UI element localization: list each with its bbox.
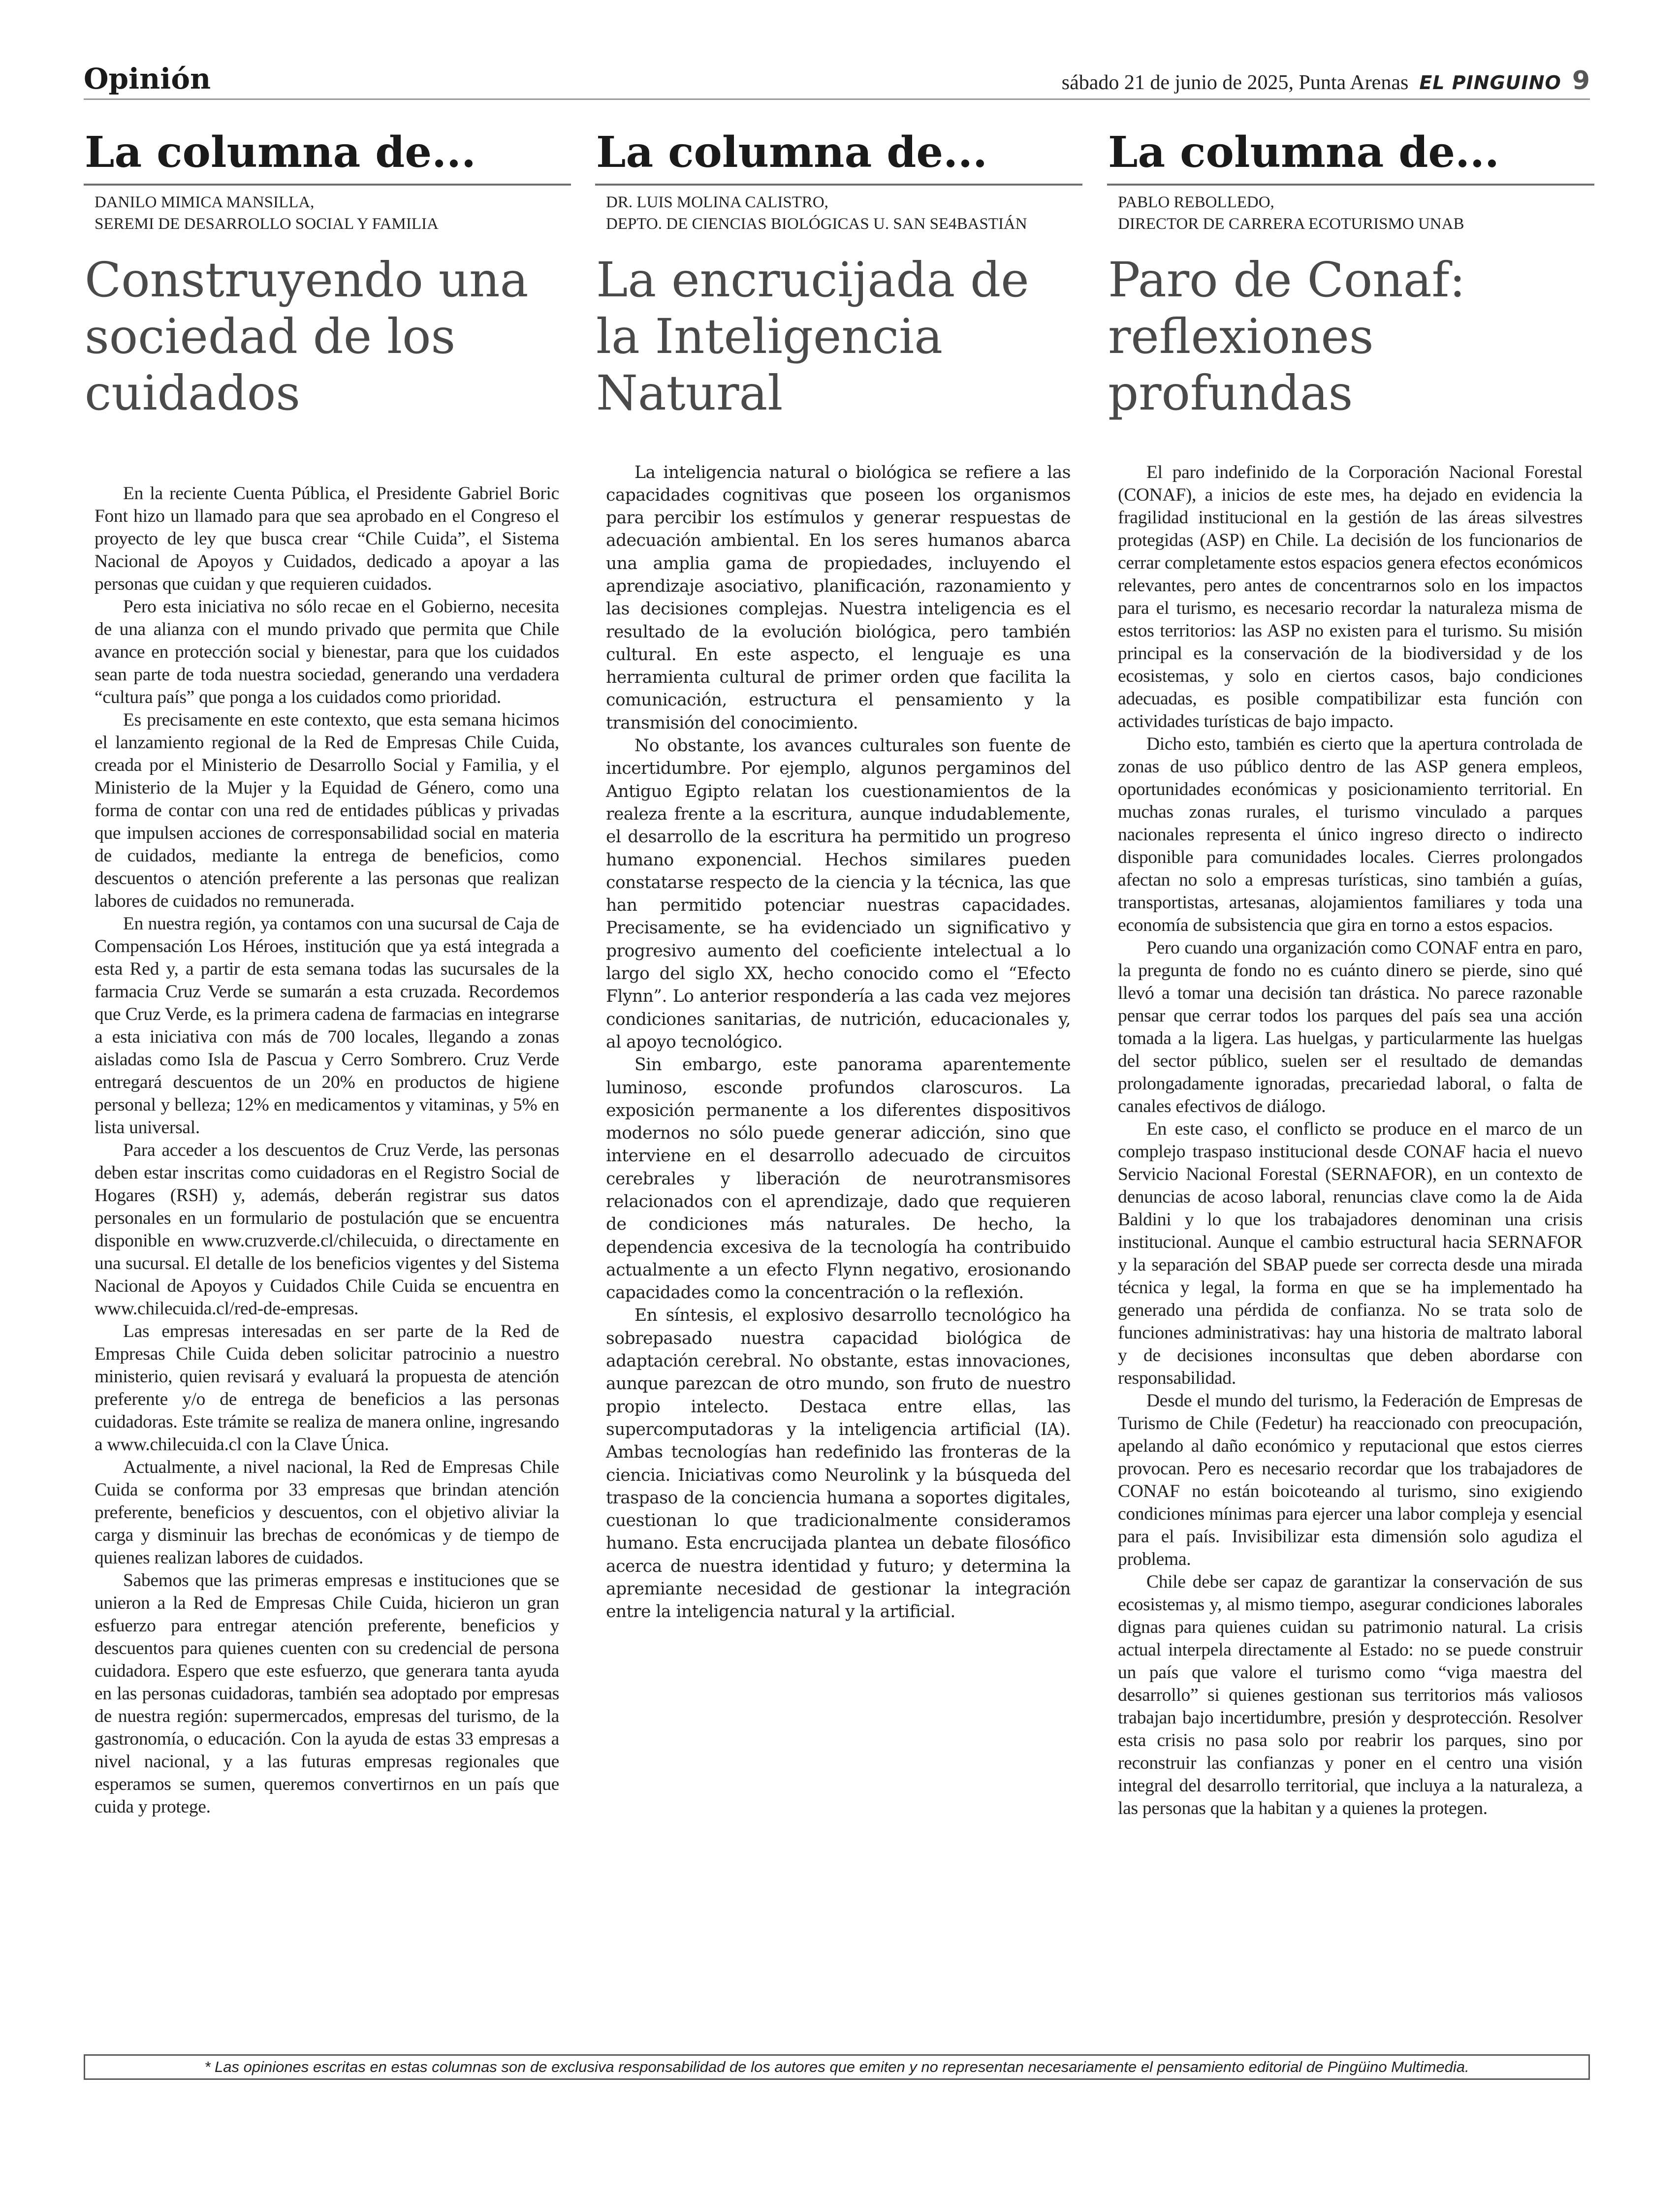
column-headline: Construyendo una sociedad de los cuidados: [85, 252, 529, 421]
paragraph: Es precisamente en este contexto, que esta semana hicimos el lanzamiento regional de la Red de Empresas Chile Cuida, creada por el Ministerio de Desarrollo Social y Familia, y el Ministerio de la Mujer y la Equidad de Género, como una forma de contar con una red de entidades públicas y privadas que impulsen acciones de corresponsabilidad social en materia de cuidados, mediante la entrega de beneficios, como descuentos o atención preferente a las personas que realizan labores de cuidados no remunerada.: [95, 710, 559, 911]
paragraph: En síntesis, el explosivo desarrollo tecnológico ha sobrepasado nuestra capacidad biológica de adaptación cerebral. No obstante, estas innovaciones, aunque parezcan de otro mundo, son fruto de nuestro propio intelecto. Destaca entre ellas, las supercomputadoras y la inteligencia artificial (IA). Ambas tecnologías han redefinido las fronteras de la ciencia. Iniciativas como Neurolink y la búsqueda del traspaso de la conciencia humana a soportes digitales, cuestionan lo que tradicionalmente consideramos humano. Esta encrucijada plantea un debate filosófico acerca de nuestra identidad y futuro; y determina la apremiante necesidad de gestionar la integración entre la inteligencia natural y la artificial.: [606, 1306, 1071, 1622]
author-name: DANILO MIMICA MANSILLA,: [95, 193, 315, 211]
paragraph: En nuestra región, ya contamos con una sucursal de Caja de Compensación Los Héroes, institución que ya está integrada a esta Red y, a partir de esta semana todas las sucursales de la farmacia Cruz Verde se sumarán a esta cruzada. Recordemos que Cruz Verde, es la primera cadena de farmacias en integrarse a esta iniciativa con más de 700 locales, llegando a zonas aisladas como Isla de Pascua y Cerro Sombrero. Cruz Verde entregará descuentos de un 20% en productos de higiene personal y belleza; 12% en medicamentos y vitaminas, y 5% en lista universal.: [95, 914, 559, 1138]
section-label: Opinión: [84, 62, 211, 96]
author-byline: [1118, 191, 1594, 235]
issue-date: sábado 21 de junio de 2025, Punta Arenas: [1061, 71, 1409, 94]
paragraph: Pero esta iniciativa no sólo recae en el Gobierno, necesita de una alianza con el mundo privado que permita que Chile avance en protección social y bienestar, para que los cuidados sean parte de toda nuestra sociedad, generando una verdadera “cultura país” que ponga a los cuidados como prioridad.: [95, 597, 559, 707]
author-name: DR. LUIS MOLINA CALISTRO,: [606, 193, 828, 211]
paragraph: Actualmente, a nivel nacional, la Red de Empresas Chile Cuida se conforma por 33 empresas que brindan atención preferente, beneficios y descuentos, con el objetivo aliviar la carga y disminuir las brechas de económicas y de tiempo de quienes realizan labores de cuidados.: [95, 1457, 559, 1568]
paragraph: Para acceder a los descuentos de Cruz Verde, las personas deben estar inscritas como cuidadoras en el Registro Social de Hogares (RSH) y, además, deberán registrar sus datos personales en un formulario de postulación que se encuentra disponible en www.cruzverde.cl/chilecuida, o directamente en una sucursal. El detalle de los beneficios vigentes y del Sistema Nacional de Apoyos y Cuidados Chile Cuida se encuentra en www.chilecuida.cl/red-de-empresas.: [95, 1140, 559, 1319]
column-kicker: La columna de...: [1107, 126, 1594, 186]
paragraph: No obstante, los avances culturales son fuente de incertidumbre. Por ejemplo, algunos pergaminos del Antiguo Egipto relatan los cuestionamientos de la realeza frente a la escritura, aunque indudablemente, el desarrollo de la escritura ha permitido un progreso humano exponencial. Hechos similares pueden constatarse respecto de la ciencia y la técnica, las que han permitido potenciar nuestras capacidades. Precisamente, se ha evidenciado un significativo y progresivo aumento del coeficiente intelectual a lo largo del siglo XX, hecho conocido como el “Efecto Flynn”. Lo anterior respondería a las cada vez mejores condiciones sanitarias, de nutrición, educacionales y, al apoyo tecnológico.: [606, 736, 1071, 1052]
author-title: DEPTO. DE CIENCIAS BIOLÓGICAS U. SAN SE4BASTIÁN: [606, 215, 1027, 233]
paragraph: Pero cuando una organización como CONAF entra en paro, la pregunta de fondo no es cuánto dinero se pierde, sino qué llevó a tomar una decisión tan drástica. No parece razonable pensar que cerrar todos los parques del país sea una acción tomada a la ligera. Las huelgas, y particularmente las huelgas del sector público, suelen ser el resultado de demandas prolongadamente ignoradas, precariedad laboral, o falta de canales efectivos de diálogo.: [1118, 937, 1583, 1116]
column-body: [1118, 461, 1583, 1820]
author-title: SEREMI DE DESARROLLO SOCIAL Y FAMILIA: [95, 215, 439, 233]
author-byline: [95, 191, 571, 235]
opinion-column-1: [84, 126, 571, 1818]
page-number: 9: [1572, 66, 1590, 96]
author-name: PABLO REBOLLEDO,: [1118, 193, 1274, 211]
paragraph: Dicho esto, también es cierto que la apertura controlada de zonas de uso público dentro de las ASP genera empleos, oportunidades económicas y posicionamiento territorial. En muchas zonas rurales, el turismo vinculado a parques nacionales representa el único ingreso directo o indirecto disponible para comunidades locales. Cierres prolongados afectan no solo a empresas turísticas, sino también a guías, transportistas, artesanas, alojamientos familiares y toda una economía de subsistencia que gira en torno a estos espacios.: [1118, 733, 1583, 935]
paragraph: Sabemos que las primeras empresas e instituciones que se unieron a la Red de Empresas Chile Cuida, hicieron un gran esfuerzo para entregar atención preferente, beneficios y descuentos para quienes cuenten con su credencial de persona cuidadora. Espero que este esfuerzo, que generara tanta ayuda en las personas cuidadoras, también sea adoptado por empresas de nuestra región: supermercados, empresas del turismo, de la gastronomía, o educación. Con la ayuda de estas 33 empresas a nivel nacional, y a las futuras empresas regionales que esperamos se sumen, queremos convertirnos en un país que cuida y protege.: [95, 1570, 559, 1817]
paragraph: Desde el mundo del turismo, la Federación de Empresas de Turismo de Chile (Fedetur) ha reaccionado con preocupación, apelando al daño económico y reputacional que estos cierres provocan. Pero es necesario recordar que los trabajadores de CONAF no están boicoteando al turismo, sino exigiendo condiciones mínimas para ejercer una labor compleja y esencial para el país. Invisibilizar esta dimensión solo agudiza el problema.: [1118, 1390, 1583, 1569]
author-byline: [606, 191, 1082, 235]
paragraph: Chile debe ser capaz de garantizar la conservación de sus ecosistemas y, al mismo tiempo, asegurar condiciones laborales dignas para quienes cuidan su patrimonio natural. La crisis actual interpela directamente al Estado: no se puede construir un país que valore el turismo como “viga maestra del desarrollo” si quienes gestionan sus territorios más valiosos trabajan bajo incertidumbre, presión y desprotección. Resolver esta crisis no pasa solo por reabrir los parques, sino por reconstruir las confianzas y poner en el centro una visión integral del desarrollo territorial, que incluya a la naturaleza, a las personas que la habitan y a quienes la protegen.: [1118, 1571, 1583, 1818]
paragraph: Sin embargo, este panorama aparentemente luminoso, esconde profundos claroscuros. La exposición permanente a los diferentes dispositivos modernos no sólo puede generar adicción, sino que interviene en el desarrollo adecuado de circuitos cerebrales y liberación de neurotransmisores relacionados con el aprendizaje, dado que requieren de condiciones más naturales. De hecho, la dependencia excesiva de la tecnología ha contribuido actualmente a un efecto Flynn negativo, erosionando capacidades como la concentración o la reflexión.: [606, 1055, 1071, 1303]
author-title: DIRECTOR DE CARRERA ECOTURISMO UNAB: [1118, 215, 1464, 233]
column-headline: La encrucijada de la Inteligencia Natural: [596, 252, 1029, 421]
column-kicker: La columna de...: [84, 126, 571, 186]
column-body: [606, 461, 1071, 1624]
header-meta: [1062, 66, 1590, 96]
column-headline: Paro de Conaf: reflexiones profundas: [1108, 252, 1466, 421]
column-kicker: La columna de...: [595, 126, 1082, 186]
paragraph: La inteligencia natural o biológica se refiere a las capacidades cognitivas que poseen los organismos para percibir los estímulos y generar respuestas de adecuación ambiental. En los seres humanos abarca una amplia gama de propiedades, incluyendo el aprendizaje asociativo, planificación, razonamiento y las decisiones complejas. Nuestra inteligencia es el resultado de la evolución biológica, pero también cultural. En este aspecto, el lenguaje es una herramienta cultural de primer orden que facilita la comunicación, estructura el pensamiento y la transmisión del conocimiento.: [606, 462, 1071, 733]
paragraph: El paro indefinido de la Corporación Nacional Forestal (CONAF), a inicios de este mes, ha dejado en evidencia la fragilidad institucional en la gestión de las áreas silvestres protegidas (ASP) en Chile. La decisión de los funcionarios de cerrar completamente estos espacios genera efectos económicos relevantes, pero antes de concentrarnos solo en los impactos para el turismo, es necesario recordar la naturaleza misma de estos territorios: las ASP no existen para el turismo. Su misión principal es la conservación de la biodiversidad y de los ecosistemas, y solo en ciertos casos, bajo condiciones adecuadas, es posible compatibilizar esta función con actividades turísticas de bajo impacto.: [1118, 462, 1583, 732]
opinion-column-2: [595, 126, 1082, 1624]
paragraph: En la reciente Cuenta Pública, el Presidente Gabriel Boric Font hizo un llamado para que sea aprobado en el Congreso el proyecto de ley que busca crear “Chile Cuida”, el Sistema Nacional de Apoyos y Cuidados, dedicado a apoyar a las personas que cuidan y que requieren cuidados.: [95, 483, 559, 594]
editorial-disclaimer: * Las opiniones escritas en estas columnas son de exclusiva responsabilidad de los autores que emiten y no representan necesariamente el pensamiento editorial de Pingüino Multimedia.: [84, 2054, 1590, 2080]
newspaper-logo: EL PINGUINO: [1419, 72, 1561, 94]
page-header: [84, 58, 1590, 100]
paragraph: En este caso, el conflicto se produce en el marco de un complejo traspaso institucional desde CONAF hacia el nuevo Servicio Nacional Forestal (SERNAFOR), en un contexto de denuncias de acoso laboral, renuncias clave como la de Aida Baldini y lo que los trabajadores denominan una crisis institucional. Aunque el cambio estructural hacia SERNAFOR y la separación del SBAP puede ser correcta desde una mirada técnica y legal, la forma en que se ha implementado ha generado una pérdida de confianza. No se trata solo de funciones administrativas: hay una historia de maltrato laboral y de decisiones inconsultas que deben abordarse con responsabilidad.: [1118, 1118, 1583, 1388]
opinion-column-3: [1107, 126, 1594, 1820]
paragraph: Las empresas interesadas en ser parte de la Red de Empresas Chile Cuida deben solicitar patrocinio a nuestro ministerio, quien revisará y evaluará la propuesta de atención preferente y/o de entrega de beneficios a las personas cuidadoras. Este trámite se realiza de manera online, ingresando a www.chilecuida.cl con la Clave Única.: [95, 1321, 559, 1455]
column-body: [95, 482, 559, 1818]
